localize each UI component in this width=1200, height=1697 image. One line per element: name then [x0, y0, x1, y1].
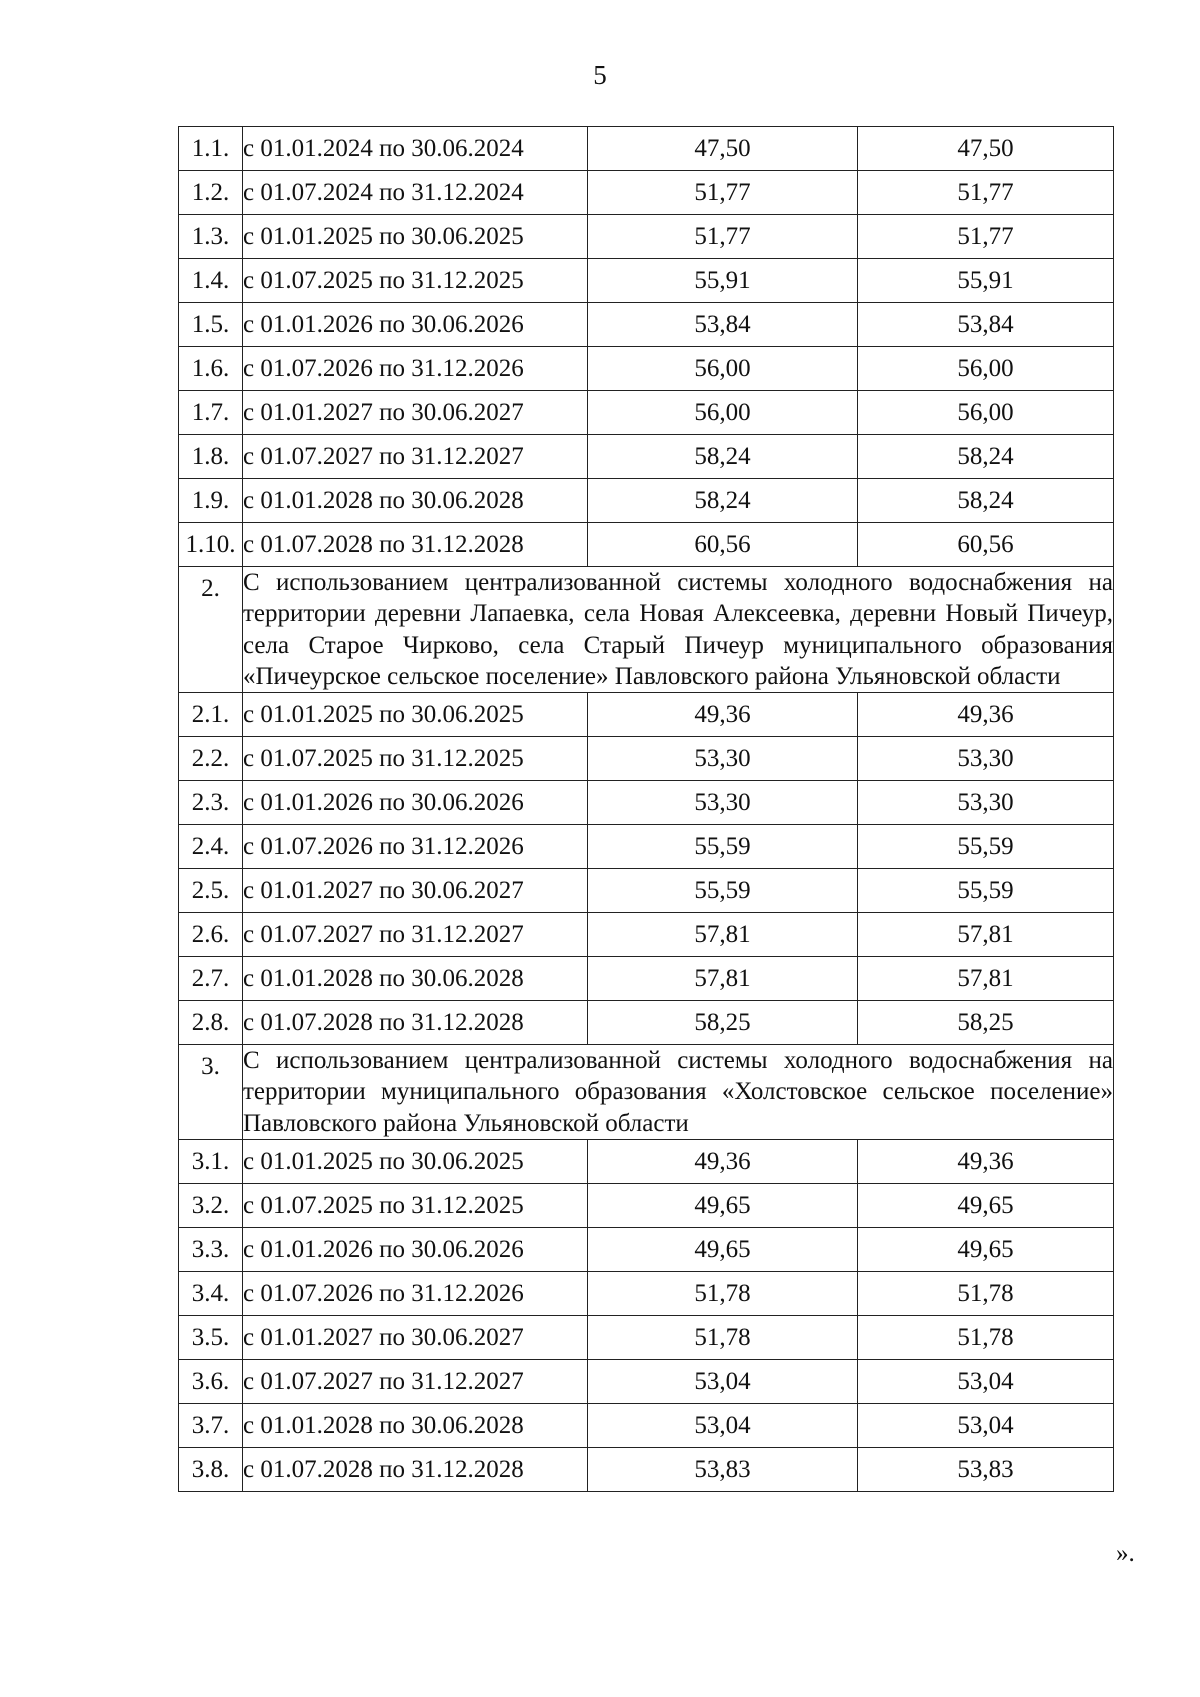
- row-value-2: 57,81: [858, 913, 1114, 957]
- row-period: с 01.07.2028 по 31.12.2028: [243, 1447, 588, 1491]
- row-value-1: 57,81: [588, 957, 858, 1001]
- row-number: 1.2.: [179, 171, 243, 215]
- row-period: с 01.01.2028 по 30.06.2028: [243, 957, 588, 1001]
- row-value-2: 58,25: [858, 1001, 1114, 1045]
- row-value-1: 58,24: [588, 479, 858, 523]
- row-value-1: 49,65: [588, 1183, 858, 1227]
- row-value-1: 55,91: [588, 259, 858, 303]
- row-value-1: 56,00: [588, 391, 858, 435]
- row-period: с 01.01.2028 по 30.06.2028: [243, 479, 588, 523]
- row-period: с 01.07.2027 по 31.12.2027: [243, 1359, 588, 1403]
- row-value-1: 53,30: [588, 737, 858, 781]
- table-row: [179, 347, 1114, 391]
- row-number: 2.1.: [179, 693, 243, 737]
- row-number: 1.5.: [179, 303, 243, 347]
- row-value-2: 55,59: [858, 825, 1114, 869]
- row-number: 3.7.: [179, 1403, 243, 1447]
- row-period: с 01.01.2026 по 30.06.2026: [243, 303, 588, 347]
- row-value-2: 53,83: [858, 1447, 1114, 1491]
- row-number: 3.8.: [179, 1447, 243, 1491]
- table-row: [179, 1447, 1114, 1491]
- row-value-1: 51,77: [588, 215, 858, 259]
- table-row: [179, 391, 1114, 435]
- closing-quote: ».: [1116, 1540, 1135, 1567]
- row-value-2: 57,81: [858, 957, 1114, 1001]
- table-row: [179, 693, 1114, 737]
- section-number: 3.: [179, 1045, 243, 1140]
- row-period: с 01.01.2025 по 30.06.2025: [243, 1139, 588, 1183]
- row-value-1: 53,30: [588, 781, 858, 825]
- row-number: 3.3.: [179, 1227, 243, 1271]
- table-row: [179, 127, 1114, 171]
- row-period: с 01.01.2027 по 30.06.2027: [243, 869, 588, 913]
- table-row: [179, 957, 1114, 1001]
- row-period: с 01.07.2025 по 31.12.2025: [243, 737, 588, 781]
- row-number: 1.7.: [179, 391, 243, 435]
- row-value-1: 57,81: [588, 913, 858, 957]
- table-row: [179, 303, 1114, 347]
- table-row: [179, 913, 1114, 957]
- row-value-2: 51,77: [858, 215, 1114, 259]
- row-value-1: 47,50: [588, 127, 858, 171]
- row-number: 1.6.: [179, 347, 243, 391]
- row-period: с 01.07.2024 по 31.12.2024: [243, 171, 588, 215]
- row-value-2: 56,00: [858, 391, 1114, 435]
- row-number: 2.5.: [179, 869, 243, 913]
- row-number: 2.6.: [179, 913, 243, 957]
- row-value-2: 53,30: [858, 781, 1114, 825]
- row-number: 2.4.: [179, 825, 243, 869]
- table-row: [179, 215, 1114, 259]
- row-period: с 01.01.2027 по 30.06.2027: [243, 391, 588, 435]
- row-value-2: 56,00: [858, 347, 1114, 391]
- row-number: 3.2.: [179, 1183, 243, 1227]
- row-number: 3.1.: [179, 1139, 243, 1183]
- row-value-2: 55,91: [858, 259, 1114, 303]
- table-row: [179, 1403, 1114, 1447]
- row-period: с 01.01.2024 по 30.06.2024: [243, 127, 588, 171]
- row-value-2: 53,30: [858, 737, 1114, 781]
- row-value-1: 58,25: [588, 1001, 858, 1045]
- row-value-2: 49,65: [858, 1227, 1114, 1271]
- row-period: с 01.07.2026 по 31.12.2026: [243, 347, 588, 391]
- section-number: 2.: [179, 567, 243, 693]
- row-value-1: 58,24: [588, 435, 858, 479]
- row-period: с 01.07.2025 по 31.12.2025: [243, 259, 588, 303]
- row-period: с 01.07.2027 по 31.12.2027: [243, 913, 588, 957]
- row-number: 2.8.: [179, 1001, 243, 1045]
- row-value-2: 53,04: [858, 1359, 1114, 1403]
- row-value-1: 49,36: [588, 693, 858, 737]
- row-number: 1.10.: [179, 523, 243, 567]
- row-value-1: 60,56: [588, 523, 858, 567]
- row-period: с 01.07.2026 по 31.12.2026: [243, 1271, 588, 1315]
- row-period: с 01.01.2026 по 30.06.2026: [243, 781, 588, 825]
- row-number: 2.7.: [179, 957, 243, 1001]
- tariff-table: [178, 126, 1114, 1492]
- row-number: 2.3.: [179, 781, 243, 825]
- row-value-2: 55,59: [858, 869, 1114, 913]
- table-row: [179, 171, 1114, 215]
- row-value-1: 51,78: [588, 1271, 858, 1315]
- table-row: [179, 435, 1114, 479]
- row-value-2: 58,24: [858, 479, 1114, 523]
- table-row: [179, 479, 1114, 523]
- row-value-1: 53,84: [588, 303, 858, 347]
- row-value-1: 55,59: [588, 869, 858, 913]
- row-value-2: 49,65: [858, 1183, 1114, 1227]
- row-period: с 01.07.2027 по 31.12.2027: [243, 435, 588, 479]
- row-period: с 01.07.2025 по 31.12.2025: [243, 1183, 588, 1227]
- table-row: [179, 1315, 1114, 1359]
- row-period: с 01.07.2026 по 31.12.2026: [243, 825, 588, 869]
- row-value-1: 56,00: [588, 347, 858, 391]
- row-number: 2.2.: [179, 737, 243, 781]
- table-row: [179, 781, 1114, 825]
- row-number: 1.9.: [179, 479, 243, 523]
- table-row: [179, 1139, 1114, 1183]
- table-row: [179, 1271, 1114, 1315]
- row-value-2: 58,24: [858, 435, 1114, 479]
- section-heading: С использованием централизованной системы холодного водоснабжения на территории деревни Лапаевка, села Новая Алексеевка, деревни Новый Пичеур, села Старое Чирково, села Старый Пичеур муниципального образования «Пичеурское сельское поселение» Павловского района Ульяновской области: [243, 567, 1114, 693]
- table-row: [179, 869, 1114, 913]
- row-period: с 01.01.2027 по 30.06.2027: [243, 1315, 588, 1359]
- table-row: [179, 1227, 1114, 1271]
- row-number: 1.1.: [179, 127, 243, 171]
- page-number: 5: [593, 60, 607, 90]
- row-value-2: 53,84: [858, 303, 1114, 347]
- table-row: [179, 825, 1114, 869]
- row-value-2: 51,78: [858, 1315, 1114, 1359]
- row-period: с 01.01.2028 по 30.06.2028: [243, 1403, 588, 1447]
- table-row: [179, 1359, 1114, 1403]
- tariff-table-body: [179, 127, 1114, 1492]
- section-heading-row: [179, 567, 1114, 693]
- row-value-1: 53,83: [588, 1447, 858, 1491]
- row-number: 1.8.: [179, 435, 243, 479]
- row-number: 1.3.: [179, 215, 243, 259]
- row-value-2: 47,50: [858, 127, 1114, 171]
- row-period: с 01.07.2028 по 31.12.2028: [243, 1001, 588, 1045]
- table-row: [179, 1001, 1114, 1045]
- row-number: 3.5.: [179, 1315, 243, 1359]
- row-value-1: 49,36: [588, 1139, 858, 1183]
- row-value-1: 51,78: [588, 1315, 858, 1359]
- row-value-1: 53,04: [588, 1359, 858, 1403]
- row-number: 1.4.: [179, 259, 243, 303]
- table-row: [179, 1183, 1114, 1227]
- section-heading: С использованием централизованной системы холодного водоснабжения на территории муниципального образования «Холстовское сельское поселение» Павловского района Ульяновской области: [243, 1045, 1114, 1140]
- table-row: [179, 523, 1114, 567]
- row-value-1: 55,59: [588, 825, 858, 869]
- row-value-2: 49,36: [858, 1139, 1114, 1183]
- row-value-2: 60,56: [858, 523, 1114, 567]
- row-value-1: 49,65: [588, 1227, 858, 1271]
- row-value-2: 51,78: [858, 1271, 1114, 1315]
- table-row: [179, 737, 1114, 781]
- row-value-1: 53,04: [588, 1403, 858, 1447]
- row-period: с 01.01.2025 по 30.06.2025: [243, 215, 588, 259]
- row-value-2: 49,36: [858, 693, 1114, 737]
- row-value-2: 51,77: [858, 171, 1114, 215]
- row-period: с 01.01.2025 по 30.06.2025: [243, 693, 588, 737]
- row-value-2: 53,04: [858, 1403, 1114, 1447]
- row-number: 3.4.: [179, 1271, 243, 1315]
- section-heading-row: [179, 1045, 1114, 1140]
- row-period: с 01.07.2028 по 31.12.2028: [243, 523, 588, 567]
- row-value-1: 51,77: [588, 171, 858, 215]
- table-row: [179, 259, 1114, 303]
- row-number: 3.6.: [179, 1359, 243, 1403]
- row-period: с 01.01.2026 по 30.06.2026: [243, 1227, 588, 1271]
